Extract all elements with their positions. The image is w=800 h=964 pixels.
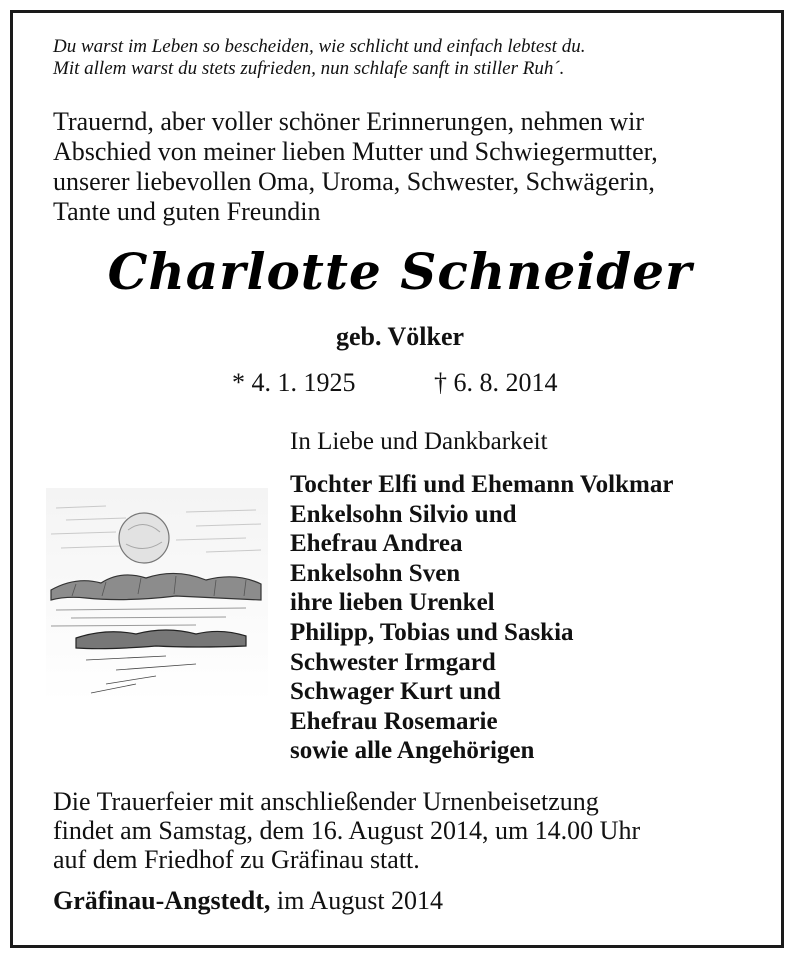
mourner-line: Schwester Irmgard [290, 648, 496, 676]
closing-place: Gräfinau-Angstedt, [53, 886, 271, 915]
mourner-line: Enkelsohn Silvio und [290, 500, 517, 528]
maiden-name: geb. Völker [335, 322, 465, 351]
poem [53, 36, 753, 80]
sun-circle [119, 513, 169, 563]
lower-ridge [76, 630, 246, 649]
service-line: Die Trauerfeier mit anschließender Urnenbeisetzung [53, 787, 599, 816]
intro-text [53, 107, 753, 227]
mourner-line: Enkelsohn Sven [290, 559, 461, 587]
birth-date: * 4. 1. 1925 [232, 368, 356, 397]
poem-line: Du warst im Leben so bescheiden, wie schlicht und einfach lebtest du. [53, 36, 586, 57]
intro-line: Trauernd, aber voller schöner Erinnerungen, nehmen wir [53, 107, 645, 136]
intro-line: Tante und guten Freundin [53, 197, 321, 226]
closing-date: im August 2014 [276, 886, 444, 915]
mourners-list [290, 470, 673, 766]
mourner-line: Tochter Elfi und Ehemann Volkmar [290, 471, 674, 498]
service-line: findet am Samstag, dem 16. August 2014, um 14.00 Uhr [53, 816, 641, 845]
service-line: auf dem Friedhof zu Gräfinau statt. [53, 845, 420, 874]
closing-line [53, 886, 443, 916]
service-info [53, 787, 753, 874]
poem-line: Mit allem warst du stets zufrieden, nun schlafe sanft in stiller Ruh´. [53, 58, 565, 79]
mourner-line: sowie alle Angehörigen [290, 737, 535, 765]
mourner-line: Ehefrau Rosemarie [290, 707, 498, 735]
mourner-line: ihre lieben Urenkel [290, 589, 495, 617]
deceased-name: Charlotte Schneider [107, 242, 693, 301]
intro-line: Abschied von meiner lieben Mutter und Schwiegermutter, [53, 137, 658, 166]
mourner-line: Ehefrau Andrea [290, 530, 463, 558]
mourners-heading: In Liebe und Dankbarkeit [290, 428, 548, 455]
mourner-line: Philipp, Tobias und Saskia [290, 618, 574, 646]
landscape-sketch-icon [46, 488, 268, 703]
intro-line: unserer liebevollen Oma, Uroma, Schwester, Schwägerin, [53, 167, 655, 196]
mourner-line: Schwager Kurt und [290, 678, 501, 706]
death-date: † 6. 8. 2014 [434, 368, 558, 397]
